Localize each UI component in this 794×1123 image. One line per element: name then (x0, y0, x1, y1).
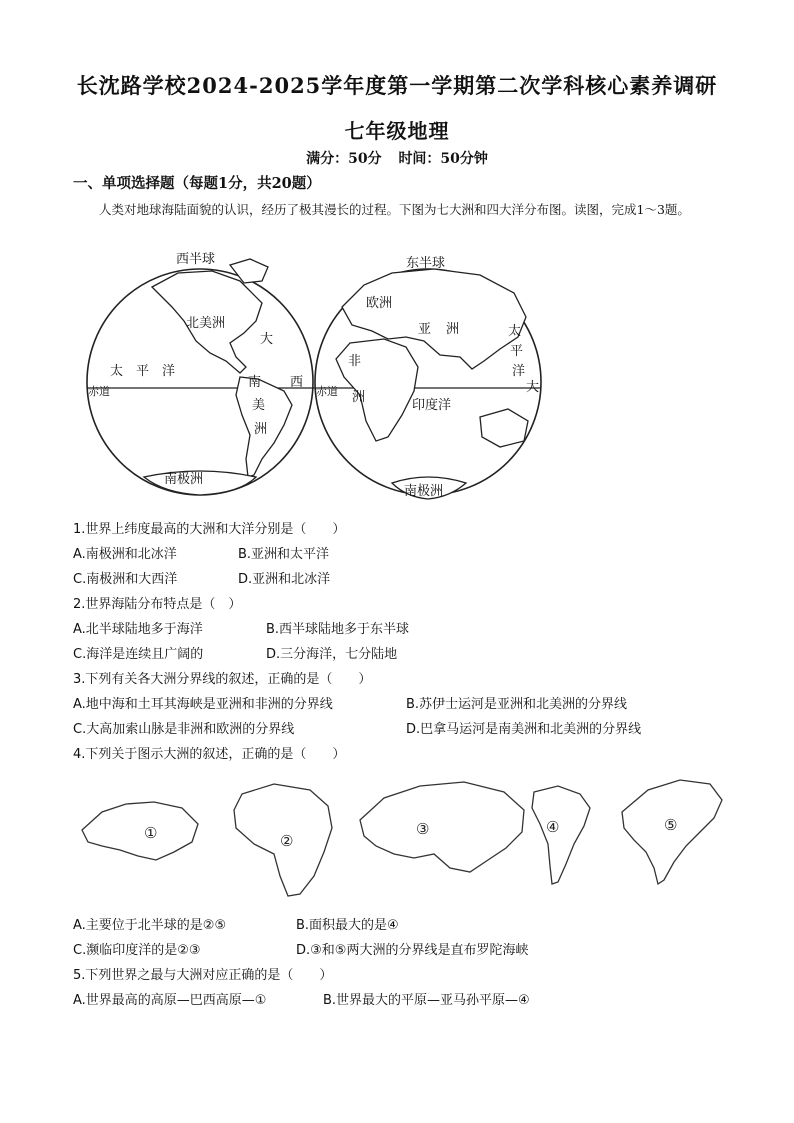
label-africa-2: 洲 (352, 390, 366, 405)
question-1-stem: 1.世界上纬度最高的大洲和大洋分别是（ ） (73, 522, 346, 537)
continent-4-outline (532, 786, 590, 884)
continent-1-outline (82, 802, 198, 860)
question-3-stem: 3.下列有关各大洲分界线的叙述，正确的是（ ） (73, 672, 372, 687)
label-pacific-w2: 平 (136, 364, 150, 379)
continent-label-2: ② (280, 832, 294, 850)
q3-option-d[interactable]: D.巴拿马运河是南美洲和北美洲的分界线 (406, 722, 642, 737)
label-atlantic-2: 西 (290, 375, 304, 390)
label-south-america-3: 洲 (254, 422, 268, 437)
australia-shape (480, 409, 528, 447)
q2-option-d[interactable]: D.三分海洋，七分陆地 (266, 647, 398, 662)
q5-option-a[interactable]: A.世界最高的高原—巴西高原—① (73, 993, 267, 1008)
label-asia-1: 亚 (418, 322, 432, 337)
label-europe: 欧洲 (366, 296, 393, 311)
q1-option-b[interactable]: B.亚洲和太平洋 (238, 547, 330, 562)
q1-option-d[interactable]: D.亚洲和北冰洋 (238, 572, 331, 587)
label-equator-east: 赤道 (316, 385, 338, 398)
q3-option-a[interactable]: A.地中海和土耳其海峡是亚洲和非洲的分界线 (73, 697, 333, 712)
q5-option-b[interactable]: B.世界最大的平原—亚马孙平原—④ (323, 993, 530, 1008)
q3-option-b[interactable]: B.苏伊士运河是亚洲和北美洲的分界线 (406, 697, 628, 712)
q2-option-b[interactable]: B.西半球陆地多于东半球 (266, 622, 410, 637)
question-4-stem: 4.下列关于图示大洲的叙述，正确的是（ ） (73, 747, 346, 762)
q4-option-a[interactable]: A.主要位于北半球的是②⑤ (73, 918, 227, 933)
q4-option-b[interactable]: B.面积最大的是④ (296, 918, 399, 933)
label-africa-1: 非 (348, 354, 362, 369)
label-pacific-w1: 太 (110, 364, 124, 379)
continent-3-outline (360, 782, 524, 872)
label-north-america: 北美洲 (186, 316, 226, 331)
continent-label-3: ③ (416, 820, 430, 838)
label-pacific-w3: 洋 (162, 364, 176, 379)
label-antarctica-west: 南极洲 (164, 472, 204, 487)
label-pacific-e2: 平 (510, 344, 524, 359)
full-score: 满分：50分 (306, 151, 382, 167)
continent-label-5: ⑤ (664, 816, 678, 834)
q2-option-a[interactable]: A.北半球陆地多于海洋 (73, 622, 203, 637)
label-antarctica-east: 南极洲 (404, 484, 444, 499)
label-equator-west: 赤道 (88, 385, 110, 398)
continent-label-4: ④ (546, 818, 560, 836)
world-hemispheres-map (80, 245, 548, 510)
exam-time: 时间：50分钟 (398, 151, 488, 167)
label-south-america-1: 南 (248, 375, 262, 390)
label-south-america-2: 美 (252, 398, 266, 413)
subject-title: 七年级地理 (344, 119, 450, 143)
label-pacific-e1: 太 (508, 324, 522, 339)
q1-option-c[interactable]: C.南极洲和大西洋 (73, 572, 178, 587)
label-indian-ocean: 印度洋 (412, 398, 452, 413)
continents-outline-figure (74, 772, 726, 904)
east-hemisphere-title: 东半球 (406, 256, 446, 271)
q1-option-a[interactable]: A.南极洲和北冰洋 (73, 547, 177, 562)
q3-option-c[interactable]: C.大高加索山脉是非洲和欧洲的分界线 (73, 722, 295, 737)
q4-option-d[interactable]: D.③和⑤两大洲的分界线是直布罗陀海峡 (296, 943, 529, 958)
q2-option-c[interactable]: C.海洋是连续且广阔的 (73, 647, 204, 662)
continent-label-1: ① (144, 824, 158, 842)
score-line (0, 148, 794, 168)
section-intro: 人类对地球海陆面貌的认识，经历了极其漫长的过程。下图为七大洲和四大洋分布图。读图，完成1～3题。 (99, 202, 690, 217)
label-oceania-1: 大 (526, 380, 540, 395)
question-5-stem: 5.下列世界之最与大洲对应正确的是（ ） (73, 968, 333, 983)
section-heading: 一、单项选择题（每题1分，共20题） (73, 175, 321, 192)
question-2-stem: 2.世界海陆分布特点是（ ） (73, 597, 242, 612)
exam-title: 长沈路学校2024-2025学年度第一学期第二次学科核心素养调研 (76, 73, 718, 98)
west-hemisphere-title: 西半球 (176, 252, 216, 267)
label-asia-2: 洲 (446, 322, 460, 337)
label-pacific-e3: 洋 (512, 364, 526, 379)
q4-option-c[interactable]: C.濒临印度洋的是②③ (73, 943, 201, 958)
label-atlantic-1: 大 (260, 332, 274, 347)
